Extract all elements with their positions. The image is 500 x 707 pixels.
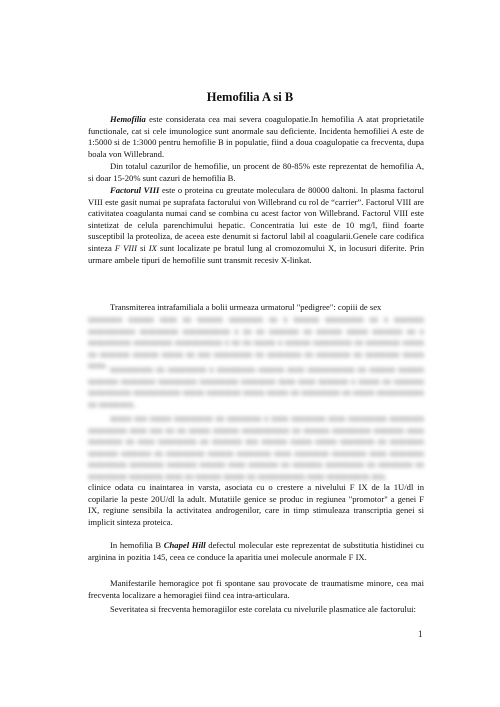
- paragraph-factor-viii: Factorul VIII este o proteina cu greutate moleculara de 80000 daltoni. In plasma factorul VIII este gasit numai pe suprafata factorului von Willebrand cu rol de “carrier”. Factorul VIII are cativitatea coagulanta numai cand se combina cu acest factor von Willebrand. Factorul VIII este sintetizat de celula parenchimului hepatic. Concentratia lui este de 10 mg/l, fiind foarte susceptibil la proteoliza, de aceea este denumit si factorul labil al coagularii.Genele care codifica sinteza F VIII si IX sunt localizate pe bratul lung al cromozomului X, in locusuri diferite. Prin urmare ambele tipuri de hemofilie sunt transmit recesiv X-linkat.: [88, 185, 425, 265]
- term-factor-viii: Factorul VIII: [110, 185, 160, 195]
- blurred-paragraph-1: xxxxxxxx xxxxxx xxxx xx xxxxxx xxxxxxxx xx x xxxxxx xxxxxxxxx xx x xxxxxxx xxxxxxxxxxx xxxxxxxxx xxxxxxxxxxx x xx xx xxxxxxx xx xxxxxx xxxxx xxxxxxx xx x xxxxxxxxxx xxxxxxxxx xxxxxxxxxxx x xx xx xxxxx x xxxxxx xxxxxxxxx xx xxxxxxxx xxxxx xx xxxxxxx xxxxxx xxxxx xx xxx xxxxxxxxx xx xxxxxxxx xx xxxxxxxx xx xxxxxxxx xxxxx xxxx.: [88, 314, 424, 371]
- page-number: 1: [418, 629, 423, 639]
- blurred-paragraph-3: xxxxx xxx xxxxx xxxxxxxxx xx xxxxxxxx x xxxx xxxxxxxx xxxx xxxxxxxxx xxxxxxxx xxxxxxxxx xxxx xxx xx xx xxxxx xxxxxx xxxxxxxxxxx xx xxxxxx xxxxxxxxx xxxxxxx xxxx xxxxxxxx xx xxxx xxxxxxxxx xx xxxxxxx xxx xxxxxx xxxxx xxxxx xxxxxxxx xx xxxxxxxx xxxxxxx xxxxxxx xx xxxxxxxxx xxxxxx xxxxxxxx xxxx xxxxxxxx xxxxxxxx xxxx xxxxxxxx xxxxxxxxx xxxxxxxx xxxxxxx xxxxxx xxxx xxxxxxx xx xxxxxxx xxxxxxxxx xx xxxxxxxx xx xxxxxxxxx xxxxxxxx xxxx xx xxxxxx xxxxx xx xxxxxxxxxxx xxxx xxxxxxxxxx xxx.: [88, 413, 424, 481]
- blurred-paragraph-2: xxxxxxxxxx xx xxxxxxxxx x xxxxxxxxx xxxxxx xxxx xxxxxxxxxxx xx xxxxxx xxxxxx xxxxxxx xxxxxxxx xxxxxxxxx xxxxxxxxx xxxxxxxx xxxx xxxx xxxxxxx x xxxxx xx xxxxxxx xxxxxxxxxx xxxxxxxxxxx xxxxx xxxxxxxx xxxxx xxxxx xx xxxxxxxxx xx xxxxx xxxxxxxxxxx xx xxxxxxxx.: [88, 364, 424, 409]
- paragraph-intro: Hemofilia este considerata cea mai severa coagulopatie.In hemofilia A atat proprietatile functionale, cat si cele imunologice sunt anormale sau deficiente. Incidenta hemofiliei A este de 1:5000 si de 1:3000 pentru hemofilie B in populatie, fiind a doua coagulopatie ca frecventa, dupa boala von Willebrand.: [88, 114, 424, 159]
- paragraph-chapel-hill: In hemofilia B Chapel Hill defectul molecular este reprezentat de substitutia histidinei cu arginina in pozitia 145, ceea ce conduce la aparitia unei molecule anormale F IX.: [88, 540, 424, 562]
- term-hemofilia: Hemofilia: [110, 114, 146, 124]
- paragraph-severity: Severitatea si frecventa hemoragiilor este corelata cu nivelurile plasmatice ale factorului:: [110, 604, 416, 614]
- document-title: Hemofilia A si B: [206, 90, 294, 104]
- paragraph-manifestations: Manifestarile hemoragice pot fi spontane sau provocate de traumatisme minore, cea mai frecventa localizare a hemoragiei fiind cea intra-articulara.: [88, 578, 424, 600]
- paragraph-transmission: Transmiterea intrafamiliala a bolii urmeaza urmatorul "pedigree": copiii de sex: [110, 302, 382, 312]
- paragraph-proportions: Din totalul cazurilor de hemofilie, un procent de 80-85% este reprezentat de hemofilia A, si doar 15-20% sunt cazuri de hemofilia B.: [88, 161, 424, 183]
- term-chapel-hill: Chapel Hill: [163, 540, 206, 550]
- paragraph-clinical: clinice odata cu inaintarea in varsta, asociata cu o crestere a nivelului F IX de la 1U/dl in copilarie la peste 20U/dl la adult. Mutatiile genice se produc in regiunea "promotor" a genei F IX, regiune sensibila la activitatea androgenilor, care in timp stimuleaza transcriptia genei si implicit sinteza proteica.: [88, 482, 424, 527]
